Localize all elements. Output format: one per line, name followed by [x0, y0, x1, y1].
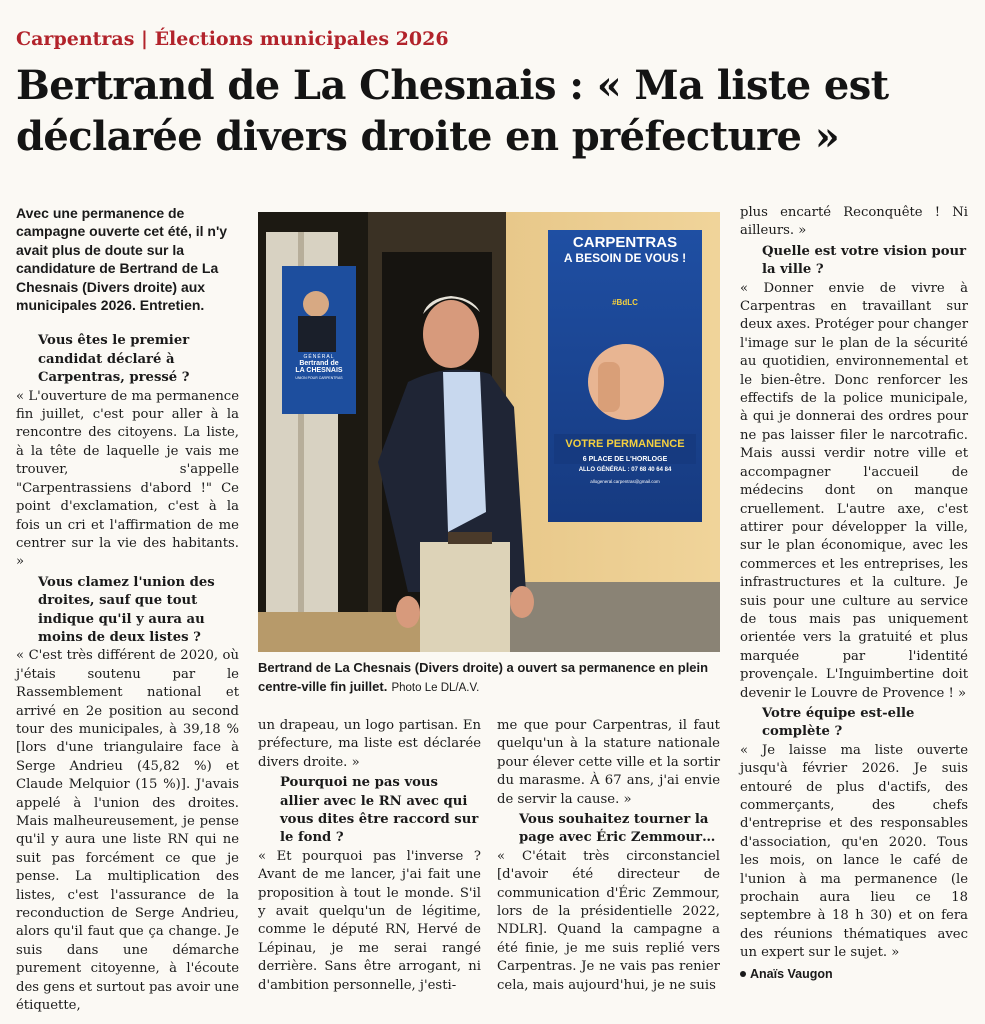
photo-caption — [258, 659, 720, 697]
author-name: Anaïs Vaugon — [750, 966, 833, 981]
caption-credit: Photo Le DL/A.V. — [391, 682, 480, 694]
left-poster-line3: LA CHESNAIS — [295, 367, 343, 374]
bullet-icon — [740, 971, 746, 977]
answer-3: « Et pourquoi pas l'inverse ? Avant de me lancer, j'ai fait une proposition à tout le monde. S'il y avait quelqu'un de légitime, comme le député RN, Hervé de Lépinau, je me serai rangé derrière. Sans être arrogant, ni d'ambition personnelle, j'esti- — [258, 848, 481, 993]
question-4: Vous souhaitez tourner la page avec Éric Zemmour… — [519, 812, 716, 846]
column-3 — [497, 717, 720, 995]
answer-3-end: me que pour Carpentras, il faut quelqu'un à la stature nationale pour élever cette ville et la sortir du marasme. À 67 ans, j'ai envie de servir la cause. » — [497, 718, 720, 807]
answer-2: « C'est très différent de 2020, où j'étais soutenu par le Rassemblement national et arrivé en 2e position au second tour des municipales, à 39,18 % [lors d'une triangulaire face à Serge Andrieu (45,82 %) et Claude Melquior (15 %)]. J'avais appelé à l'union des droites. Mais malheureusement, je pense qu'il y aura une liste RN qui ne suit pas forcément ce que je pense. La multiplication des listes, c'est l'assurance de la reconduction de Serge Andrieu, alors qu'il faut que ça change. Je suis dans une démarche purement citoyenne, à l'écoute des gens et surtout pas avoir une étiquette, — [16, 648, 240, 1014]
right-poster-bottom — [548, 438, 702, 484]
caption-text: Bertrand de La Chesnais (Divers droite) a ouvert sa permanence en plein centre-ville fin juillet. — [258, 660, 709, 694]
intro-paragraph: Avec une permanence de campagne ouverte cet été, il n'y avait plus de doute sur la candidature de Bertrand de La Chesnais (Divers droite) aux municipales 2026. Entretien. — [16, 205, 228, 314]
column-2 — [258, 717, 481, 995]
right-poster-title1: CARPENTRAS — [572, 234, 678, 251]
right-poster-phone: ALLO GÉNÉRAL : 07 68 40 64 84 — [578, 467, 672, 473]
left-poster-line1: GÉNÉRAL — [303, 354, 335, 360]
right-poster-perm: VOTRE PERMANENCE — [565, 438, 685, 450]
question-3: Pourquoi ne pas vous allier avec le RN avec qui vous dites être raccord sur le fond ? — [280, 775, 479, 846]
column-4 — [740, 204, 968, 983]
answer-4-end: plus encarté Reconquête ! Ni ailleurs. » — [740, 205, 968, 239]
answer-6: « Je laisse ma liste ouverte jusqu'à février 2026. Je suis entouré de plus d'actifs, des commerçants, des chefs d'entreprise et des responsables d'association, qu'en 2020. Tous les mois, on lance le café de l'union à ma permanence (le prochain aura lieu ce 18 septembre à 18 h 30) et on fera des réunions thématiques avec un expert sur le sujet. » — [740, 742, 968, 961]
answer-5: « Donner envie de vivre à Carpentras en travaillant sur deux axes. Protéger pour changer l'image sur le plan de la sécurité au quotidien, environnemental et le bien-être. Donc renforcer les effectifs de la police municipale, à qui je donnerai des ordres pour ne pas laisser filer le narcotrafic. Mais aussi verdir notre ville et accompagner l'accueil de médecins dont on manque cruellement. L'autre axe, c'est attirer pour développer la ville, sur le plan économique, avec les commerces et les entreprises, les infrastructures et la culture. Je suis pour une culture au service de tous mais pas uniquement orientée vers la gratuité et plus marquée par l'identité provençale. L'Inguimbertine doit devenir le Louvre de Provence ! » — [740, 280, 968, 701]
question-2: Vous clamez l'union des droites, sauf que tout indique qu'il y aura au moins de deux listes ? — [38, 574, 215, 645]
left-poster-line2: Bertrand de — [299, 360, 339, 367]
answer-2-end: un drapeau, un logo partisan. En préfecture, ma liste est déclarée divers droite. » — [258, 718, 481, 770]
left-poster-line4: UNION POUR CARPENTRAS — [295, 376, 343, 380]
right-poster-title2: A BESOIN DE VOUS ! — [563, 251, 687, 265]
headline: Bertrand de La Chesnais : « Ma liste est déclarée divers droite en préfecture » — [16, 62, 889, 160]
question-5: Quelle est votre vision pour la ville ? — [762, 243, 967, 278]
question-1: Vous êtes le premier candidat déclaré à Carpentras, pressé ? — [38, 333, 190, 386]
right-poster-email: allogeneral.carpentras@gmail.com — [590, 479, 660, 484]
answer-4: « C'était très circonstanciel [d'avoir été directeur de communication d'Éric Zemmour, lors de la présidentielle 2022, NDLR]. Quand la campagne a été finie, je me suis replié vers Carpentras. Je ne vais pas renier cela, mais aujourd'hui, je ne suis — [497, 848, 720, 993]
article-photo — [258, 212, 720, 652]
question-6: Votre équipe est-elle complète ? — [762, 705, 915, 740]
right-poster-address: 6 PLACE DE L'HORLOGE — [582, 456, 668, 463]
column-1 — [16, 204, 239, 1015]
author-signature — [740, 965, 968, 983]
right-poster — [548, 234, 702, 307]
kicker: Carpentras | Élections municipales 2026 — [16, 28, 449, 50]
right-poster-hashtag: #BdLC — [612, 298, 638, 307]
answer-1: « L'ouverture de ma permanence fin juillet, c'est pour aller à la rencontre des citoyens. La liste, à la tête de laquelle je vais me trouver, s'appelle "Carpentrassiens d'abord !" Ce point d'exclamation, c'est à la fois un cri et l'affirmation de me centrer sur la vie des habitants. » — [16, 388, 239, 570]
left-poster — [282, 354, 356, 380]
